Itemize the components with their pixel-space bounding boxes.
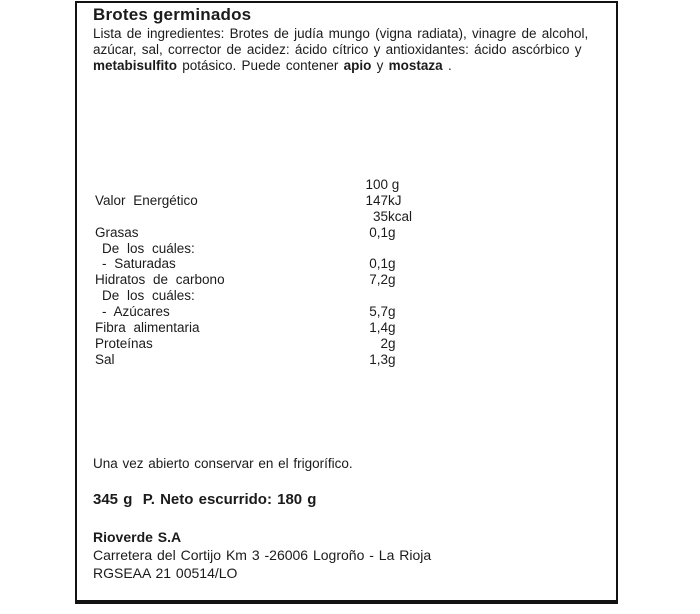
nutrition-value: 1,3	[369, 351, 388, 367]
allergen-mostaza: mostaza	[388, 58, 443, 73]
nutrition-value: 1,4	[369, 320, 388, 336]
ingredient-bold-metabisulfito: metabisulfito	[93, 58, 178, 73]
ingredients-text: y	[371, 58, 389, 73]
nutrition-label: De los cuáles:	[102, 288, 195, 304]
nutrition-value	[343, 241, 388, 257]
ingredients-paragraph	[93, 26, 601, 74]
nutrition-label: Fibra alimentaria	[95, 320, 200, 336]
nutrition-row-de-los-cuales-1	[95, 241, 535, 257]
manufacturer-address: Carretera del Cortijo Km 3 -26006 Logroño - La Rioja	[93, 547, 432, 563]
nutrition-value: 2	[380, 335, 388, 351]
nutrition-label: Grasas	[95, 224, 139, 240]
nutrition-row-saturadas	[95, 256, 535, 272]
nutrition-unit: g	[388, 272, 396, 288]
nutrition-column-header-value: 100	[365, 177, 388, 192]
nutrition-row-sal	[95, 352, 535, 368]
manufacturer-block	[93, 528, 431, 582]
manufacturer-name: Rioverde S.A	[93, 529, 182, 545]
net-weight: 345 g P. Neto escurrido: 180 g	[93, 491, 317, 508]
nutrition-unit: g	[388, 177, 400, 192]
nutrition-unit: g	[388, 256, 396, 272]
nutrition-unit: kJ	[388, 192, 402, 208]
nutrition-label	[95, 177, 343, 193]
nutrition-value: 0,1	[369, 224, 388, 240]
nutrition-row-fibra	[95, 320, 535, 336]
nutrition-value: 7,2	[369, 272, 388, 288]
nutrition-row-de-los-cuales-2	[95, 288, 535, 304]
nutrition-label: De los cuáles:	[102, 240, 195, 256]
product-title: Brotes germinados	[93, 5, 252, 24]
nutrition-label: - Saturadas	[102, 256, 176, 272]
storage-instruction: Una vez abierto conservar en el frigorífico.	[93, 456, 353, 471]
nutrition-row-proteinas	[95, 336, 535, 352]
nutrition-label: Proteínas	[95, 335, 153, 351]
nutrition-table	[95, 177, 535, 368]
allergen-apio: apio	[343, 58, 372, 73]
nutrition-unit: kcal	[388, 208, 413, 224]
nutrition-unit: g	[388, 351, 396, 367]
ingredients-text: potásico. Puede contener	[177, 58, 344, 73]
nutrition-row-grasas	[95, 225, 535, 241]
nutrition-unit: g	[388, 335, 396, 351]
nutrition-label	[95, 209, 343, 225]
nutrition-value: 147	[365, 192, 388, 208]
product-label-box	[75, 1, 618, 604]
nutrition-row-energia-kj	[95, 193, 535, 209]
nutrition-value: 0,1	[369, 256, 388, 272]
nutrition-label: - Azúcares	[102, 304, 170, 320]
nutrition-unit: g	[388, 320, 396, 336]
ingredients-text: .	[442, 58, 452, 73]
nutrition-unit: g	[388, 304, 396, 320]
nutrition-row-azucares	[95, 304, 535, 320]
nutrition-row-hidratos	[95, 272, 535, 288]
sanitary-registry-number: RGSEAA 21 00514/LO	[93, 565, 238, 581]
nutrition-label: Valor Energético	[95, 192, 198, 208]
nutrition-row-header	[95, 177, 535, 193]
nutrition-row-energia-kcal	[95, 209, 535, 225]
nutrition-value	[343, 288, 388, 304]
ingredients-text: Lista de ingredientes: Brotes de judía mungo (vigna radiata), vinagre de alcohol, azúcar, sal, corrector de acidez: ácido cítrico y antioxidantes: ácido ascórbico y	[93, 26, 589, 57]
nutrition-value: 35	[372, 208, 388, 224]
nutrition-unit: g	[388, 224, 396, 240]
nutrition-label: Sal	[95, 351, 115, 367]
nutrition-value: 5,7	[369, 304, 388, 320]
nutrition-label: Hidratos de carbono	[95, 272, 225, 288]
